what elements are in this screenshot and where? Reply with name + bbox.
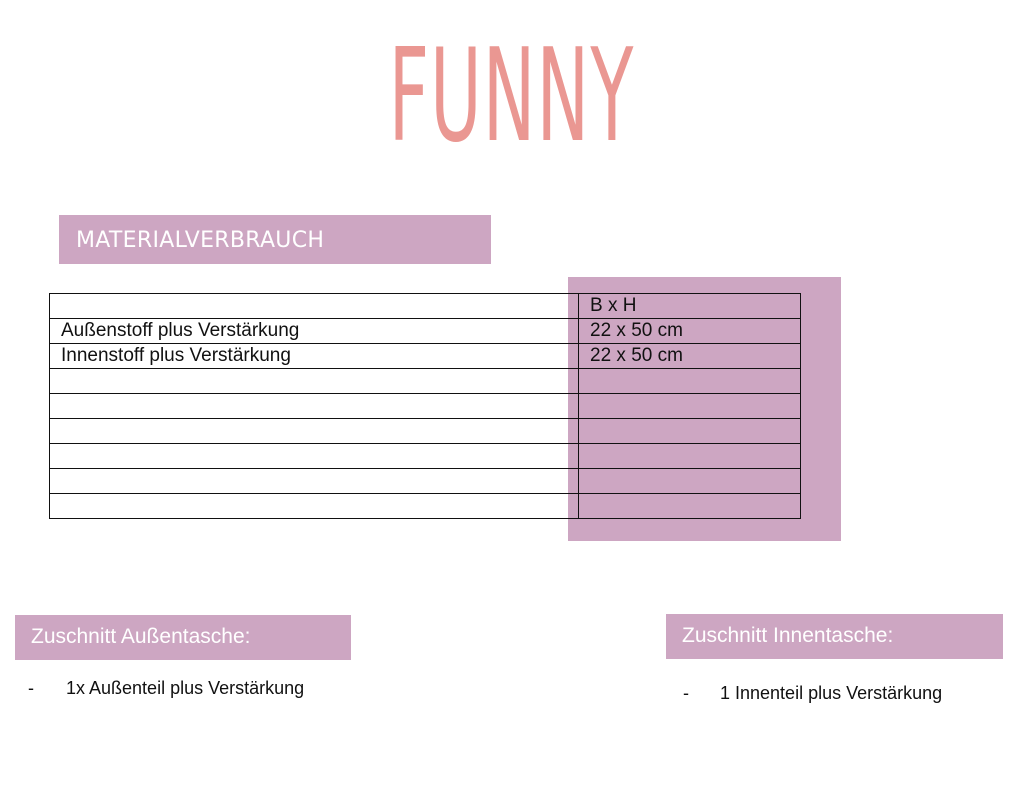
table-cell-dimension	[579, 369, 801, 394]
table-cell-material	[50, 394, 579, 419]
table-cell-dimension	[579, 494, 801, 519]
table-cell-material: Innenstoff plus Verstärkung	[50, 344, 579, 369]
table-row	[50, 419, 801, 444]
table-row	[50, 344, 801, 369]
material-usage-heading: MATERIALVERBRAUCH	[59, 215, 491, 264]
table-row	[50, 369, 801, 394]
table-row	[50, 469, 801, 494]
material-table	[49, 293, 801, 519]
table-cell-material	[50, 444, 579, 469]
table-cell-material: Außenstoff plus Verstärkung	[50, 319, 579, 344]
table-row	[50, 319, 801, 344]
table-cell-dimension	[579, 419, 801, 444]
table-cell-dimension	[579, 469, 801, 494]
list-bullet: -	[28, 678, 34, 698]
list-item	[683, 682, 942, 704]
document-title: FUNNY	[388, 22, 635, 171]
table-row	[50, 494, 801, 519]
table-cell-material	[50, 469, 579, 494]
table-cell-material	[50, 369, 579, 394]
inner-pocket-cut-heading: Zuschnitt Innentasche:	[666, 614, 1003, 659]
table-cell-dimension: 22 x 50 cm	[579, 344, 801, 369]
list-item-text: 1x Außenteil plus Verstärkung	[66, 678, 305, 698]
list-item	[28, 677, 304, 699]
table-header-row	[50, 294, 801, 319]
table-cell-material	[50, 419, 579, 444]
list-item-text: 1 Innenteil plus Verstärkung	[720, 683, 943, 703]
table-header-cell: B x H	[579, 294, 801, 319]
table-cell-material	[50, 494, 579, 519]
table-row	[50, 444, 801, 469]
table-cell-dimension	[579, 444, 801, 469]
list-bullet: -	[683, 683, 689, 703]
table-cell-dimension: 22 x 50 cm	[579, 319, 801, 344]
table-cell-dimension	[579, 394, 801, 419]
outer-pocket-cut-heading: Zuschnitt Außentasche:	[15, 615, 351, 660]
table-header-cell	[50, 294, 579, 319]
table-row	[50, 394, 801, 419]
